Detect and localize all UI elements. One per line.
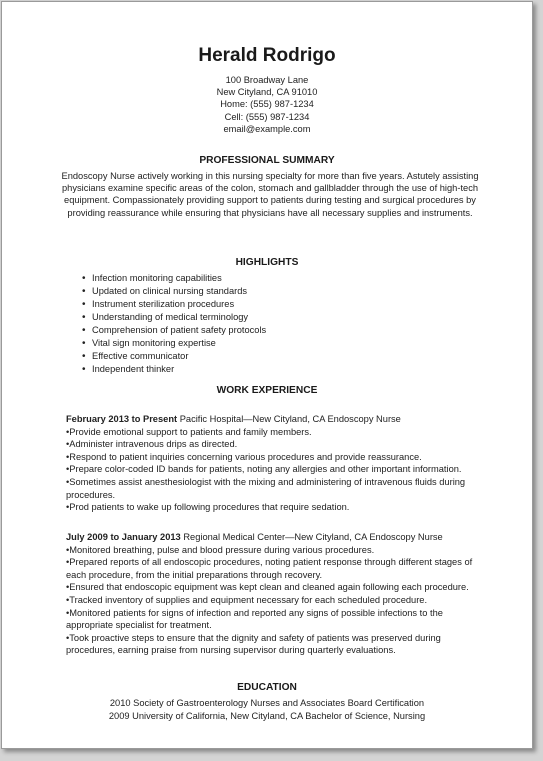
education-item: 2010 Society of Gastroenterology Nurses and Associates Board Certification [109,698,425,708]
list-item: • Updated on clinical nursing standards [82,285,266,298]
education-list [2,697,532,722]
job-header [66,531,486,544]
resume-page [1,1,533,749]
candidate-name: Herald Rodrigo [198,45,336,66]
job-entry-2 [66,531,486,657]
job-header [66,413,486,426]
job-duty: • Administer intravenous drips as directed. [66,438,486,451]
job-duty: • Tracked inventory of supplies and equipment necessary for each scheduled procedure. [66,594,486,607]
list-item: • Independent thinker [82,363,266,376]
list-item: • Comprehension of patient safety protocols [82,324,266,337]
job-duty: • Prod patients to wake up following procedures that require sedation. [66,501,486,514]
list-item: • Instrument sterilization procedures [82,298,266,311]
job-employer: Pacific Hospital—New Cityland, CA Endoscopy Nurse [179,414,401,424]
highlights-list [82,272,266,376]
job-duty: • Took proactive steps to ensure that the dignity and safety of patients was preserved during procedures, earning praise from nursing supervisor during quarterly evaluations. [66,632,486,657]
address-line-2: New Cityland, CA 91010 [216,87,318,98]
list-item: • Infection monitoring capabilities [82,272,266,285]
education-heading: EDUCATION [237,682,297,693]
job-dates: July 2009 to January 2013 [66,532,181,542]
highlights-heading: HIGHLIGHTS [235,257,299,268]
job-duty: • Monitored patients for signs of infection and reported any signs of possible infections to the appropriate specialist for treatment. [66,607,486,632]
list-item: • Vital sign monitoring expertise [82,337,266,350]
experience-heading: WORK EXPERIENCE [216,385,318,396]
job-duty: • Prepare color-coded ID bands for patients, noting any allergies and other important information. [66,463,486,476]
job-duty: • Prepared reports of all endoscopic procedures, noting patient response through different stages of each procedure, from the initial preparations through recovery. [66,556,486,581]
job-duty: • Respond to patient inquiries concerning various procedures and provide reassurance. [66,451,486,464]
job-employer: Regional Medical Center—New Cityland, CA Endoscopy Nurse [183,532,443,542]
education-item: 2009 University of California, New Cityland, CA Bachelor of Science, Nursing [108,710,426,721]
job-duty: • Provide emotional support to patients and family members. [66,426,486,439]
address-line-1: 100 Broadway Lane [225,75,309,85]
list-item: • Understanding of medical terminology [82,311,266,324]
summary-text: Endoscopy Nurse actively working in this nursing specialty for more than five years. Astutely assisting physicians examine specific areas of the colon, stomach and gallbladder through the use of high-tech equipment. Compassionately providing support to patients during testing and surgical procedures by providing reassurance while ensuring that physicians have all necessary supplies and instruments. [61,171,479,218]
summary-heading: PROFESSIONAL SUMMARY [199,155,335,166]
contact-block [2,74,532,135]
job-duty: • Ensured that endoscopic equipment was kept clean and cleaned again following each procedure. [66,581,486,594]
cell-phone: Cell: (555) 987-1234 [224,111,310,122]
job-dates: February 2013 to Present [66,414,178,424]
home-phone: Home: (555) 987-1234 [220,99,314,110]
job-entry-1 [66,413,486,514]
list-item: • Effective communicator [82,350,266,363]
email: email@example.com [223,123,311,134]
job-duty: • Sometimes assist anesthesiologist with the mixing and administering of intravenous fluids during procedures. [66,476,486,501]
job-duty: • Monitored breathing, pulse and blood pressure during various procedures. [66,544,486,557]
